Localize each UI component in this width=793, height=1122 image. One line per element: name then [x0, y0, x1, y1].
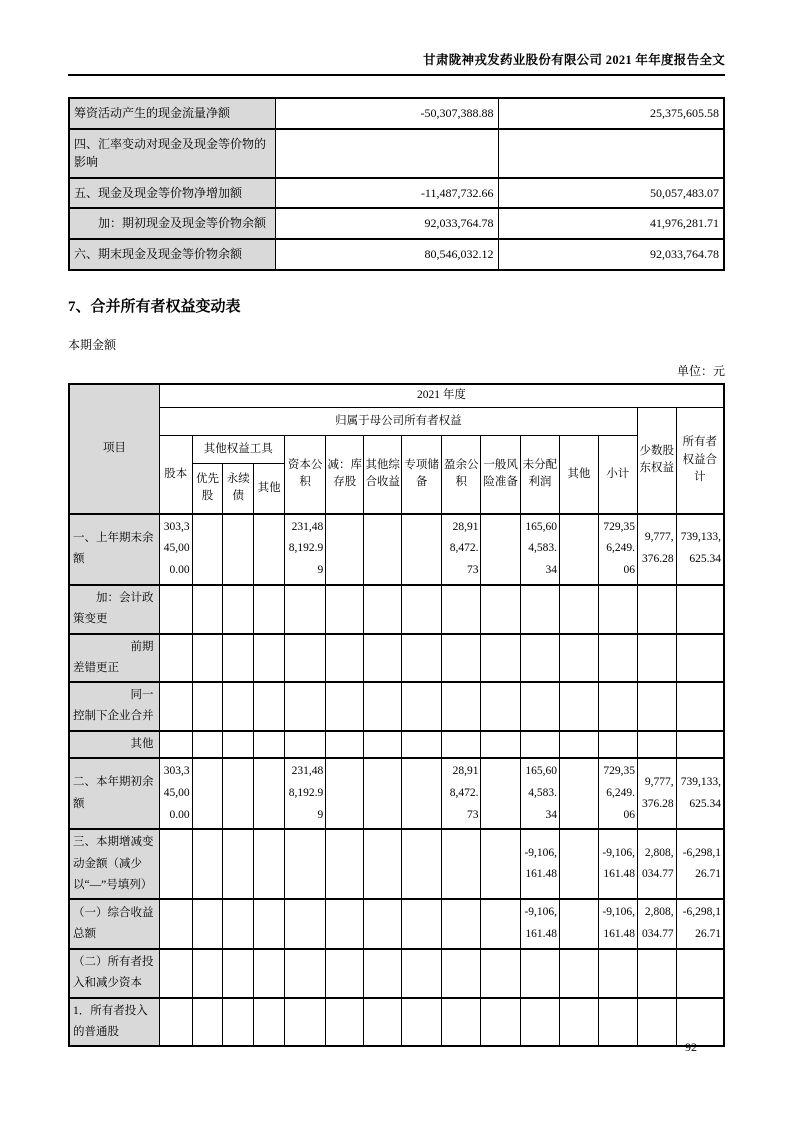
value-cell [402, 634, 442, 683]
value-cell [326, 731, 364, 758]
equity-table-header [69, 384, 724, 514]
table-row [69, 682, 724, 731]
value-cell [223, 998, 254, 1047]
value-cell [192, 682, 223, 731]
unit-label: 单位：元 [676, 363, 725, 378]
value-cell [159, 682, 192, 731]
value-cell [192, 899, 223, 949]
value-cell [481, 514, 520, 586]
col-header-capital-reserve: 资本公积 [284, 436, 325, 514]
value-cell [223, 585, 254, 634]
value-cell [284, 634, 325, 683]
value-cell [560, 829, 599, 899]
value-cell [192, 758, 223, 830]
value-cell [598, 682, 637, 731]
value-cell [402, 514, 442, 586]
equity-table [68, 383, 725, 1047]
value-cell [637, 634, 676, 683]
value-cell [223, 682, 254, 731]
value-cell [560, 998, 599, 1047]
value-cell: 41,976,281.71 [498, 208, 724, 239]
value-cell: -9,106,161.48 [598, 899, 637, 949]
value-cell [284, 899, 325, 949]
value-cell: 303,345,000.00 [159, 514, 192, 586]
row-label: 加：会计政策变更 [69, 585, 159, 634]
col-header-less-treasury-stock: 减：库存股 [326, 436, 364, 514]
value-cell: 80,546,032.12 [275, 239, 498, 270]
value-cell [364, 949, 402, 998]
value-cell [364, 758, 402, 830]
value-cell [326, 998, 364, 1047]
value-cell [254, 634, 285, 683]
value-cell [520, 731, 559, 758]
value-cell: 28,918,472.73 [442, 758, 481, 830]
value-cell [159, 998, 192, 1047]
value-cell: 739,133,625.34 [676, 514, 724, 586]
row-label: 四、汇率变动对现金及现金等价物的影响 [69, 129, 275, 178]
value-cell [254, 514, 285, 586]
value-cell [402, 899, 442, 949]
table-row [69, 949, 724, 998]
value-cell [498, 129, 724, 178]
value-cell: 50,057,483.07 [498, 178, 724, 209]
value-cell [637, 682, 676, 731]
value-cell [520, 998, 559, 1047]
value-cell: 303,345,000.00 [159, 758, 192, 830]
value-cell [159, 731, 192, 758]
value-cell [192, 585, 223, 634]
value-cell [676, 731, 724, 758]
value-cell [481, 585, 520, 634]
value-cell: 2,808,034.77 [637, 899, 676, 949]
page-number: 92 [685, 1040, 697, 1054]
value-cell [676, 585, 724, 634]
value-cell [364, 634, 402, 683]
value-cell: 2,808,034.77 [637, 829, 676, 899]
value-cell [442, 682, 481, 731]
value-cell [284, 949, 325, 998]
value-cell [481, 949, 520, 998]
value-cell [402, 998, 442, 1047]
value-cell [442, 731, 481, 758]
value-cell [254, 731, 285, 758]
value-cell [481, 634, 520, 683]
col-header-other-comprehensive-income: 其他综合收益 [364, 436, 402, 514]
value-cell [520, 949, 559, 998]
value-cell [326, 514, 364, 586]
value-cell [254, 585, 285, 634]
value-cell [284, 998, 325, 1047]
value-cell [402, 731, 442, 758]
value-cell [560, 514, 599, 586]
table-row [69, 758, 724, 830]
value-cell [560, 949, 599, 998]
value-cell [520, 634, 559, 683]
table-row [69, 998, 724, 1047]
value-cell [326, 682, 364, 731]
value-cell [364, 731, 402, 758]
cash-flow-table [68, 97, 725, 271]
table-row [69, 634, 724, 683]
value-cell [223, 899, 254, 949]
value-cell: -6,298,126.71 [676, 899, 724, 949]
value-cell [442, 634, 481, 683]
value-cell: 92,033,764.78 [275, 208, 498, 239]
value-cell [598, 998, 637, 1047]
col-header-other-instruments: 其他 [254, 464, 285, 514]
value-cell: -50,307,388.88 [275, 98, 498, 129]
cash-flow-table-body [69, 98, 724, 270]
value-cell [159, 899, 192, 949]
value-cell [159, 829, 192, 899]
value-cell [254, 899, 285, 949]
col-header-share-capital: 股本 [159, 436, 192, 514]
value-cell [192, 731, 223, 758]
section-title: 7、合并所有者权益变动表 [68, 298, 241, 315]
table-row [69, 208, 724, 239]
value-cell [364, 514, 402, 586]
value-cell: 231,488,192.99 [284, 758, 325, 830]
value-cell: -9,106,161.48 [520, 899, 559, 949]
value-cell [598, 731, 637, 758]
value-cell [326, 829, 364, 899]
value-cell [637, 585, 676, 634]
value-cell [520, 682, 559, 731]
value-cell: 231,488,192.99 [284, 514, 325, 586]
col-header-retained-earnings: 未分配利润 [520, 436, 559, 514]
period-label: 本期金额 [68, 337, 117, 352]
table-row [69, 239, 724, 270]
col-header-parent-group: 归属于母公司所有者权益 [159, 408, 637, 436]
value-cell [284, 829, 325, 899]
value-cell [284, 585, 325, 634]
value-cell [326, 949, 364, 998]
value-cell: 165,604,583.34 [520, 514, 559, 586]
value-cell [520, 585, 559, 634]
col-header-year: 2021 年度 [159, 384, 724, 408]
value-cell [254, 829, 285, 899]
value-cell [364, 585, 402, 634]
table-row [69, 98, 724, 129]
value-cell: 165,604,583.34 [520, 758, 559, 830]
value-cell [364, 682, 402, 731]
value-cell [326, 634, 364, 683]
equity-table-body [69, 514, 724, 1046]
value-cell [254, 758, 285, 830]
value-cell [560, 634, 599, 683]
table-row [69, 899, 724, 949]
value-cell [598, 634, 637, 683]
header-row-groups [69, 408, 724, 436]
col-header-item: 项目 [69, 384, 159, 514]
value-cell [254, 998, 285, 1047]
value-cell [676, 634, 724, 683]
row-label: 其他 [69, 731, 159, 758]
value-cell [560, 899, 599, 949]
value-cell [192, 998, 223, 1047]
value-cell [481, 899, 520, 949]
value-cell [442, 949, 481, 998]
value-cell [676, 682, 724, 731]
value-cell [254, 682, 285, 731]
value-cell: 739,133,625.34 [676, 758, 724, 830]
table-row [69, 129, 724, 178]
value-cell: 28,918,472.73 [442, 514, 481, 586]
value-cell: -9,106,161.48 [520, 829, 559, 899]
value-cell [481, 998, 520, 1047]
value-cell [275, 129, 498, 178]
value-cell [254, 949, 285, 998]
value-cell [284, 731, 325, 758]
row-label: 加：期初现金及现金等价物余额 [69, 208, 275, 239]
value-cell [192, 949, 223, 998]
value-cell: 729,356,249.06 [598, 758, 637, 830]
value-cell [159, 949, 192, 998]
value-cell [402, 758, 442, 830]
value-cell: 25,375,605.58 [498, 98, 724, 129]
col-header-general-risk-reserve: 一般风险准备 [481, 436, 520, 514]
value-cell [284, 682, 325, 731]
col-header-other: 其他 [560, 436, 599, 514]
row-label: 一、上年期末余额 [69, 514, 159, 586]
header-row-columns [69, 436, 724, 464]
table-row [69, 731, 724, 758]
value-cell: -6,298,126.71 [676, 829, 724, 899]
value-cell [481, 731, 520, 758]
value-cell [560, 682, 599, 731]
value-cell: 92,033,764.78 [498, 239, 724, 270]
value-cell: 729,356,249.06 [598, 514, 637, 586]
table-row [69, 829, 724, 899]
value-cell [560, 731, 599, 758]
value-cell: -9,106,161.48 [598, 829, 637, 899]
value-cell [637, 731, 676, 758]
value-cell [560, 758, 599, 830]
row-label: 1．所有者投入的普通股 [69, 998, 159, 1047]
value-cell [223, 731, 254, 758]
value-cell [637, 998, 676, 1047]
value-cell [481, 682, 520, 731]
value-cell [326, 585, 364, 634]
value-cell: -11,487,732.66 [275, 178, 498, 209]
value-cell [364, 829, 402, 899]
col-header-special-reserve: 专项储备 [402, 436, 442, 514]
col-header-other-equity-instruments: 其他权益工具 [192, 436, 284, 464]
value-cell [402, 949, 442, 998]
value-cell [223, 949, 254, 998]
col-header-total-equity: 所有者权益合计 [676, 408, 724, 514]
value-cell [192, 829, 223, 899]
value-cell [192, 634, 223, 683]
value-cell [442, 899, 481, 949]
report-title: 甘肃陇神戎发药业股份有限公司 2021 年年度报告全文 [423, 53, 725, 67]
value-cell [326, 758, 364, 830]
col-header-minority-interest: 少数股东权益 [637, 408, 676, 514]
value-cell [159, 634, 192, 683]
col-header-surplus-reserve: 盈余公积 [442, 436, 481, 514]
row-label: 同一控制下企业合并 [69, 682, 159, 731]
value-cell [598, 949, 637, 998]
value-cell [192, 514, 223, 586]
value-cell [326, 899, 364, 949]
col-header-preferred-shares: 优先股 [192, 464, 223, 514]
row-label: 五、现金及现金等价物净增加额 [69, 178, 275, 209]
row-label: （一）综合收益总额 [69, 899, 159, 949]
value-cell [442, 998, 481, 1047]
value-cell [223, 758, 254, 830]
value-cell [598, 585, 637, 634]
row-label: （二）所有者投入和减少资本 [69, 949, 159, 998]
value-cell [223, 634, 254, 683]
row-label: 三、本期增减变动金额（减少以“—”号填列） [69, 829, 159, 899]
value-cell [402, 682, 442, 731]
value-cell [442, 585, 481, 634]
col-header-subtotal: 小计 [598, 436, 637, 514]
value-cell [481, 829, 520, 899]
value-cell [442, 829, 481, 899]
row-label: 前期差错更正 [69, 634, 159, 683]
col-header-perpetual-bonds: 永续债 [223, 464, 254, 514]
table-row [69, 585, 724, 634]
value-cell [560, 585, 599, 634]
value-cell [402, 585, 442, 634]
table-row [69, 514, 724, 586]
value-cell [676, 998, 724, 1047]
value-cell [676, 949, 724, 998]
value-cell: 9,777,376.28 [637, 758, 676, 830]
header-row-year [69, 384, 724, 408]
value-cell [481, 758, 520, 830]
row-label: 二、本年期初余额 [69, 758, 159, 830]
table-row [69, 178, 724, 209]
report-header [68, 0, 725, 76]
value-cell [223, 514, 254, 586]
value-cell [159, 585, 192, 634]
value-cell [364, 998, 402, 1047]
row-label: 六、期末现金及现金等价物余额 [69, 239, 275, 270]
value-cell [402, 829, 442, 899]
value-cell [223, 829, 254, 899]
row-label: 筹资活动产生的现金流量净额 [69, 98, 275, 129]
value-cell: 9,777,376.28 [637, 514, 676, 586]
value-cell [364, 899, 402, 949]
value-cell [637, 949, 676, 998]
